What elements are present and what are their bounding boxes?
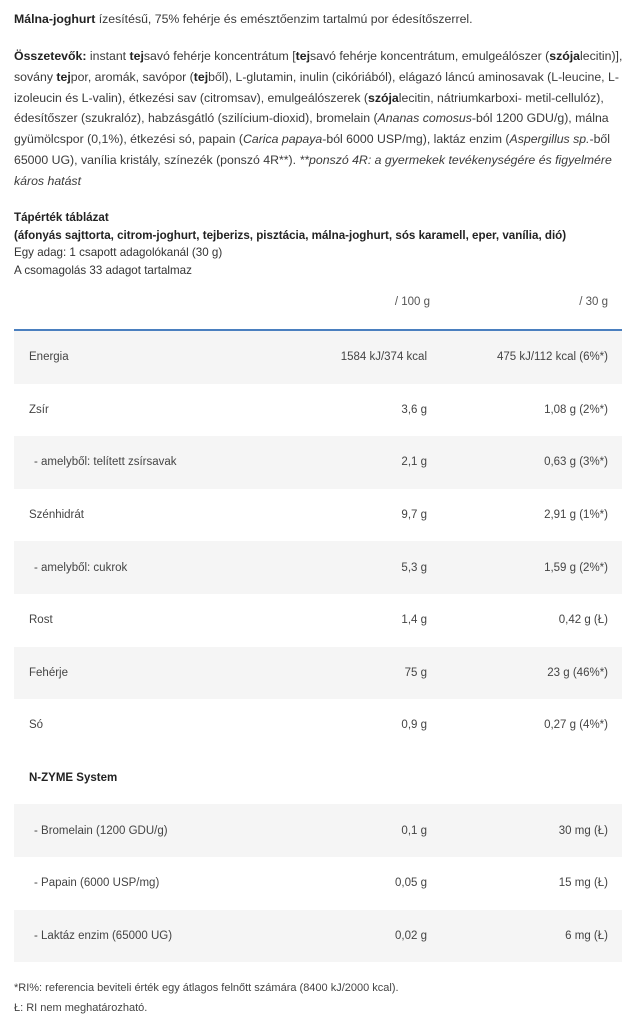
product-description [14, 11, 626, 28]
ingredients-text: lecitin, nátriumkarboxi- metil-cellulóz), édesítőszer (szukralóz), habzásgátló (szilícium-dioxid), bromelain ( [14, 90, 604, 126]
colorant-warning: **ponszó 4R: a gyermekek tevékenységére és figyelmére káros hatást [14, 152, 612, 188]
value-per-100g: 0,1 g [401, 824, 427, 837]
row-label: Szénhidrát [29, 509, 84, 522]
value-per-30g: 23 g (46%*) [547, 666, 608, 679]
value-per-100g: 1584 kJ/374 kcal [340, 351, 427, 364]
value-per-30g: 0,42 g (Ł) [558, 614, 608, 627]
table-row-cukrok [14, 541, 622, 594]
ingredients-text: por, aromák, savópor ( [70, 69, 194, 84]
description-text: ízesítésű, 75% fehérje és emésztőenzim tartalmú por édesítőszerrel. [95, 12, 473, 26]
table-row-rost [14, 594, 622, 647]
row-label: Energia [29, 351, 69, 364]
column-header-per-100g: / 100 g [394, 296, 430, 308]
value-per-30g: 6 mg (Ł) [565, 929, 608, 942]
allergen-highlight: tej [193, 69, 209, 84]
value-per-100g: 2,1 g [401, 456, 427, 469]
row-label: Fehérje [29, 666, 68, 679]
row-label: Rost [29, 614, 53, 627]
value-per-30g: 0,63 g (3%*) [544, 456, 608, 469]
value-per-30g: 30 mg (Ł) [558, 824, 608, 837]
value-per-30g: 475 kJ/112 kcal (6%*) [496, 351, 608, 364]
row-label: - Bromelain (1200 GDU/g) [34, 824, 168, 837]
species-name: Ananas comosus [377, 111, 472, 126]
ingredients-text: -ből 65000 UG), vanília kristály, színezék (ponszó 4R**). [14, 132, 611, 167]
table-row-so [14, 699, 622, 752]
row-label: - amelyből: cukrok [34, 561, 128, 574]
nutrition-table-title: Tápérték táblázat [14, 211, 109, 224]
allergen-highlight: tej [295, 49, 310, 63]
value-per-100g: 5,3 g [401, 561, 427, 574]
allergen-highlight: szója [368, 90, 399, 105]
row-label: Só [29, 719, 44, 732]
table-row-papain [14, 857, 622, 910]
flavor-list: (áfonyás sajttorta, citrom-joghurt, tejberizs, pisztácia, málna-joghurt, sós karamell, eper, vanília, dió) [14, 228, 567, 242]
value-per-30g: 0,27 g (4%*) [544, 719, 608, 732]
value-per-100g: 75 g [404, 666, 427, 679]
ingredients-text: -ból 6000 USP/mg), laktáz enzim ( [322, 132, 510, 147]
value-per-100g: 0,02 g [395, 929, 427, 942]
value-per-30g: 1,59 g (2%*) [544, 561, 608, 574]
allergen-highlight: tej [129, 49, 144, 63]
allergen-highlight: szója [549, 49, 580, 63]
value-per-100g: 3,6 g [401, 403, 427, 416]
ingredients-text: savó fehérje koncentrátum, emulgeálószer ( [310, 49, 550, 63]
row-label: - Laktáz enzim (65000 UG) [34, 929, 173, 942]
value-per-100g: 1,4 g [401, 614, 427, 627]
servings-per-package: A csomagolás 33 adagot tartalmaz [14, 263, 192, 277]
table-row-laktaz [14, 910, 622, 963]
table-row-zsir [14, 384, 622, 437]
column-header-per-30g: / 30 g [579, 296, 608, 308]
ingredients-text: lecitin)], sovány [14, 49, 623, 84]
footnote-ri: *RI%: referencia beviteli érték egy átlagos felnőtt számára (8400 kJ/2000 kcal). [14, 982, 399, 994]
value-per-30g: 2,91 g (1%*) [544, 509, 608, 522]
ingredients-label: Összetevők: [14, 49, 87, 63]
footnotes [14, 978, 626, 1018]
ingredients-text: -ból 1200 GDU/g), málna gyümölcspor (0,1%), étkezési só, papain ( [14, 111, 609, 147]
row-label: - Papain (6000 USP/mg) [34, 877, 160, 890]
value-per-100g: 9,7 g [401, 509, 427, 522]
table-row-telitett-zsirsavak [14, 436, 622, 489]
ingredients-paragraph [14, 46, 626, 192]
ingredients-text: ből), L-glutamin, inulin (cikóriából), elágazó láncú aminosavak (L-leucine, L-izoleucin és L-valin), étkezési sav (citromsav), emulgeálószerek ( [14, 69, 619, 105]
table-row-feherje [14, 647, 622, 700]
table-row-bromelain [14, 804, 622, 857]
ingredients-text: savó fehérje koncentrátum [ [143, 49, 296, 63]
section-label: N-ZYME System [29, 772, 118, 785]
row-label: Zsír [29, 403, 49, 416]
value-per-30g: 15 mg (Ł) [558, 877, 608, 890]
table-row-szenhidrat [14, 489, 622, 542]
row-label: - amelyből: telített zsírsavak [34, 456, 177, 469]
ingredients-text: instant [86, 49, 130, 63]
flavor-name: Málna-joghurt [14, 12, 96, 26]
value-per-100g: 0,9 g [401, 719, 427, 732]
allergen-highlight: tej [56, 69, 71, 84]
species-name: Carica papaya [242, 132, 323, 147]
nutrition-table-body [14, 331, 622, 962]
value-per-30g: 1,08 g (2%*) [544, 403, 608, 416]
value-per-100g: 0,05 g [395, 877, 427, 890]
serving-size: Egy adag: 1 csapott adagolókanál (30 g) [14, 246, 223, 260]
table-row-energia [14, 331, 622, 384]
table-section-nzyme [14, 752, 622, 805]
species-name: Aspergillus sp. [509, 132, 590, 147]
nutrition-table-header [14, 209, 626, 279]
footnote-not-determined: Ł: RI nem meghatározható. [14, 1002, 148, 1014]
